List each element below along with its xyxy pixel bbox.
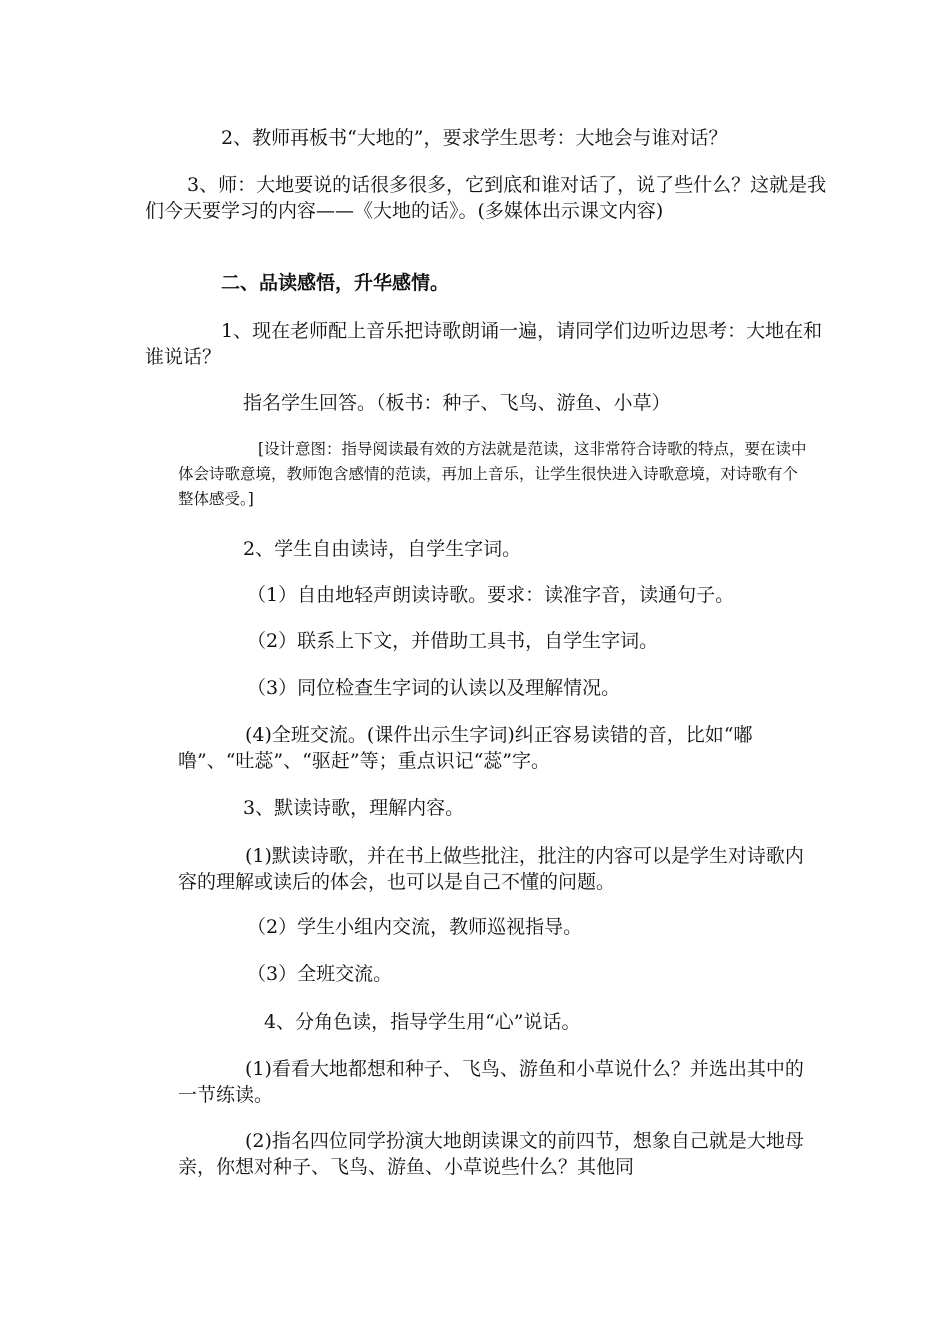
paragraph-class-exchange: （3）全班交流。 bbox=[247, 963, 393, 985]
paragraph-free-reading: 2、学生自由读诗，自学生字词。 bbox=[243, 538, 522, 560]
paragraph-read-aloud: （1）自由地轻声朗读诗歌。要求：读准字音，读通句子。 bbox=[247, 584, 735, 606]
paragraph-class-exchange-words: (4)全班交流。(课件出示生字词)纠正容易读错的音，比如“嘟噜”、“吐蕊”、“驱赶”等；重点识记“蕊”字。 bbox=[178, 724, 753, 772]
section-heading-reading: 二、品读感悟，升华感情。 bbox=[221, 272, 450, 294]
paragraph-group-exchange: （2）学生小组内交流，教师巡视指导。 bbox=[247, 916, 583, 938]
paragraph-earth-dialogue: 3、师：大地要说的话很多很多，它到底和谁对话了，说了些什么？这就是我们今天要学习的内容——《大地的话》。(多媒体出示课文内容) bbox=[145, 174, 827, 222]
paragraph-four-students: (2)指名四位同学扮演大地朗读课文的前四节，想象自己就是大地母亲，你想对种子、飞鸟、游鱼、小草说些什么？其他同 bbox=[178, 1130, 804, 1178]
paragraph-student-answer: 指名学生回答。（板书：种子、飞鸟、游鱼、小草） bbox=[243, 392, 671, 414]
paragraph-teacher-writes: 2、教师再板书“大地的”，要求学生思考：大地会与谁对话？ bbox=[221, 127, 728, 149]
paragraph-annotation: (1)默读诗歌，并在书上做些批注，批注的内容可以是学生对诗歌内容的理解或读后的体会，也可以是自己不懂的问题。 bbox=[178, 845, 804, 893]
paragraph-context-words: （2）联系上下文，并借助工具书，自学生字词。 bbox=[247, 630, 659, 652]
paragraph-design-intent: [设计意图：指导阅读最有效的方法就是范读，这非常符合诗歌的特点，要在读中体会诗歌意境，教师饱含感情的范读，再加上音乐，让学生很快进入诗歌意境，对诗歌有个整体感受。] bbox=[178, 440, 807, 508]
paragraph-recitation: 1、现在老师配上音乐把诗歌朗诵一遍，请同学们边听边思考：大地在和谁说话？ bbox=[145, 320, 823, 368]
paragraph-role-reading: 4、分角色读，指导学生用“心”说话。 bbox=[264, 1011, 581, 1033]
paragraph-silent-reading: 3、默读诗歌，理解内容。 bbox=[243, 797, 465, 819]
paragraph-earth-speaks: (1)看看大地都想和种子、飞鸟、游鱼和小草说什么？并选出其中的一节练读。 bbox=[178, 1058, 804, 1106]
paragraph-peer-check: （3）同位检查生字词的认读以及理解情况。 bbox=[247, 677, 621, 699]
